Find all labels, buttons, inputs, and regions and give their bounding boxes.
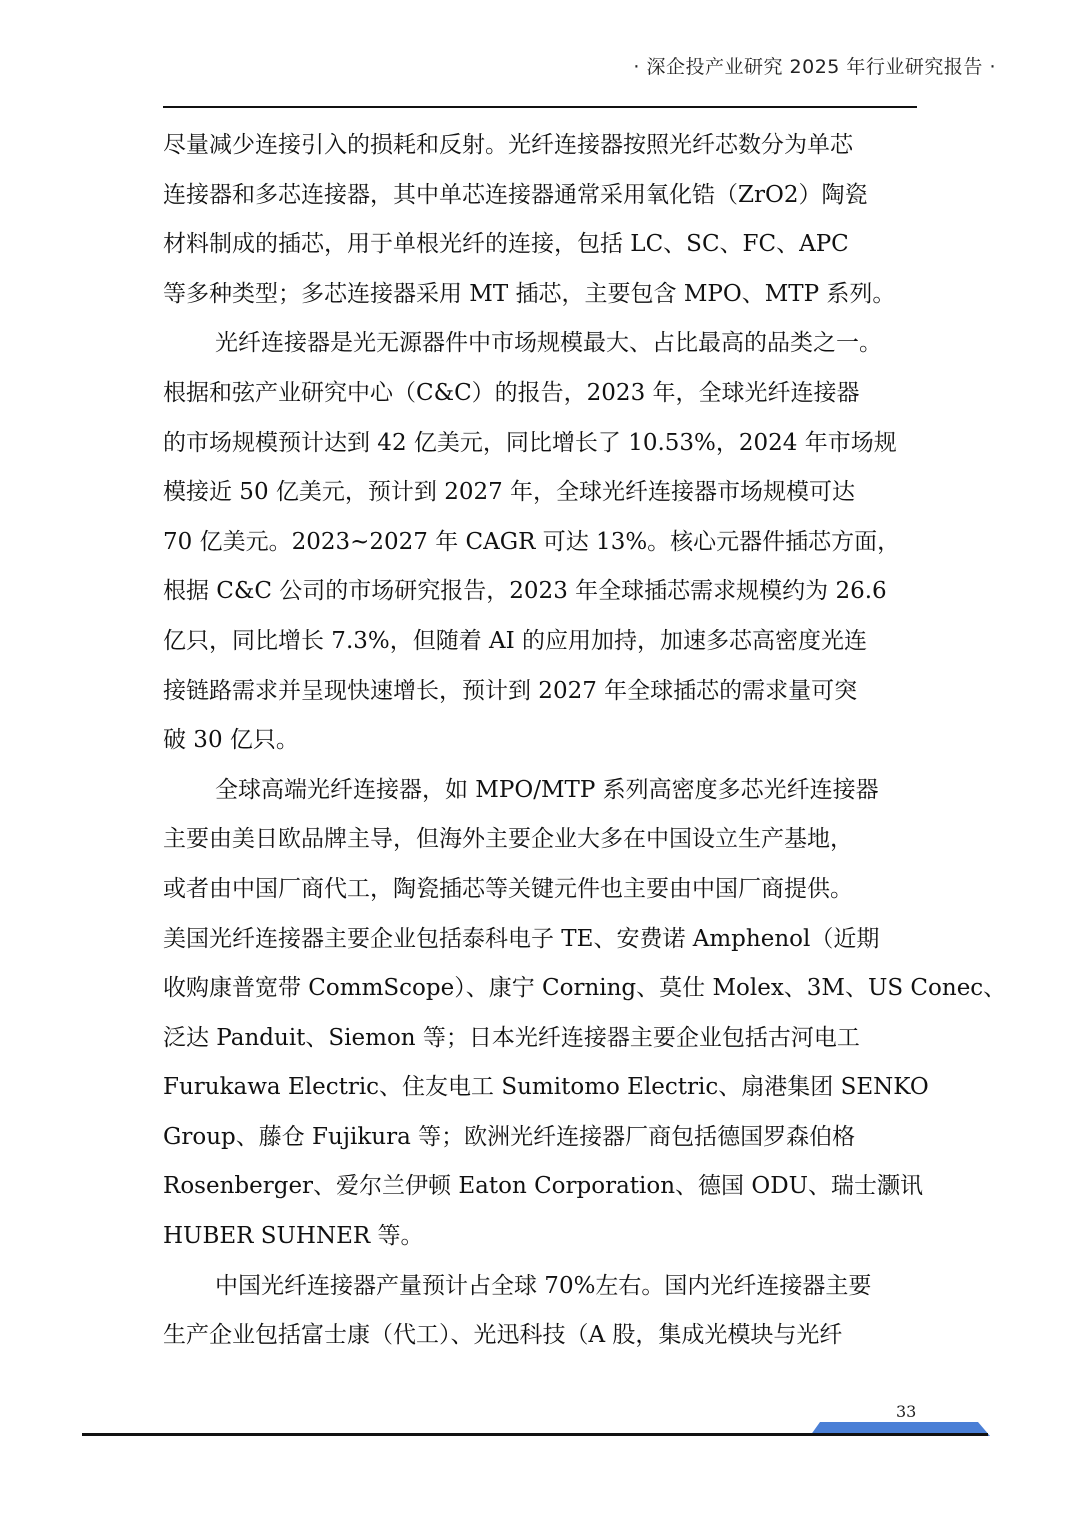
text-line: 或者由中国厂商代工，陶瓷插芯等关键元件也主要由中国厂商提供。: [163, 875, 853, 902]
paragraph-4: [163, 1262, 923, 1361]
paragraph-1: [163, 121, 923, 319]
text-line: 收购康普宽带 CommScope）、康宁 Corning、莫仕 Molex、3M、US Conec、: [163, 975, 1007, 1002]
paragraph-3: [163, 766, 1007, 1262]
text-line: 亿只，同比增长 7.3%，但随着 AI 的应用加持，加速多芯高密度光连: [163, 627, 868, 654]
running-header: · 深企投产业研究 2025 年行业研究报告 ·: [633, 56, 996, 78]
text-line: Rosenberger、爱尔兰伊顿 Eaton Corporation、德国 ODU、瑞士灏讯: [163, 1173, 924, 1200]
text-line: 根据 C&C 公司的市场研究报告，2023 年全球插芯需求规模约为 26.6: [163, 578, 887, 605]
text-line: 等多种类型；多芯连接器采用 MT 插芯，主要包含 MPO、MTP 系列。: [163, 280, 896, 307]
text-line: 模接近 50 亿美元，预计到 2027 年，全球光纤连接器市场规模可达: [163, 479, 856, 506]
text-line: 70 亿美元。2023~2027 年 CAGR 可达 13%。核心元器件插芯方面，: [163, 528, 901, 555]
text-line: 根据和弦产业研究中心（C&C）的报告，2023 年，全球光纤连接器: [163, 379, 860, 406]
text-line: 接链路需求并呈现快速增长，预计到 2027 年全球插芯的需求量可突: [163, 677, 858, 704]
text-line: 生产企业包括富士康（代工）、光迅科技（A 股，集成光模块与光纤: [163, 1322, 843, 1349]
text-line: 光纤连接器是光无源器件中市场规模最大、占比最高的品类之一。: [215, 330, 882, 357]
text-line: HUBER SUHNER 等。: [163, 1223, 424, 1250]
document-body: [163, 121, 1007, 1361]
text-line: 主要由美日欧品牌主导，但海外主要企业大多在中国设立生产基地，: [163, 826, 853, 853]
text-line: 全球高端光纤连接器，如 MPO/MTP 系列高密度多芯光纤连接器: [215, 776, 879, 803]
text-line: 中国光纤连接器产量预计占全球 70%左右。国内光纤连接器主要: [215, 1272, 872, 1299]
text-line: 材料制成的插芯，用于单根光纤的连接，包括 LC、SC、FC、APC: [163, 231, 849, 258]
text-line: 泛达 Panduit、Siemon 等；日本光纤连接器主要企业包括古河电工: [163, 1024, 860, 1051]
header-divider: [163, 106, 917, 108]
text-line: 尽量减少连接引入的损耗和反射。光纤连接器按照光纤芯数分为单芯: [163, 132, 853, 158]
text-line: 连接器和多芯连接器，其中单芯连接器通常采用氧化锆（ZrO2）陶瓷: [163, 181, 868, 208]
text-line: Furukawa Electric、住友电工 Sumitomo Electric、扇港集团 SENKO: [163, 1074, 929, 1101]
text-line: 的市场规模预计达到 42 亿美元，同比增长了 10.53%，2024 年市场规: [163, 429, 897, 456]
text-line: 破 30 亿只。: [163, 727, 299, 754]
paragraph-2: [163, 319, 923, 765]
text-line: Group、藤仓 Fujikura 等；欧洲光纤连接器厂商包括德国罗森伯格: [163, 1123, 856, 1150]
text-line: 美国光纤连接器主要企业包括泰科电子 TE、安费诺 Amphenol（近期: [163, 925, 880, 952]
page-number: 33: [896, 1402, 917, 1421]
footer-divider: [82, 1433, 988, 1436]
